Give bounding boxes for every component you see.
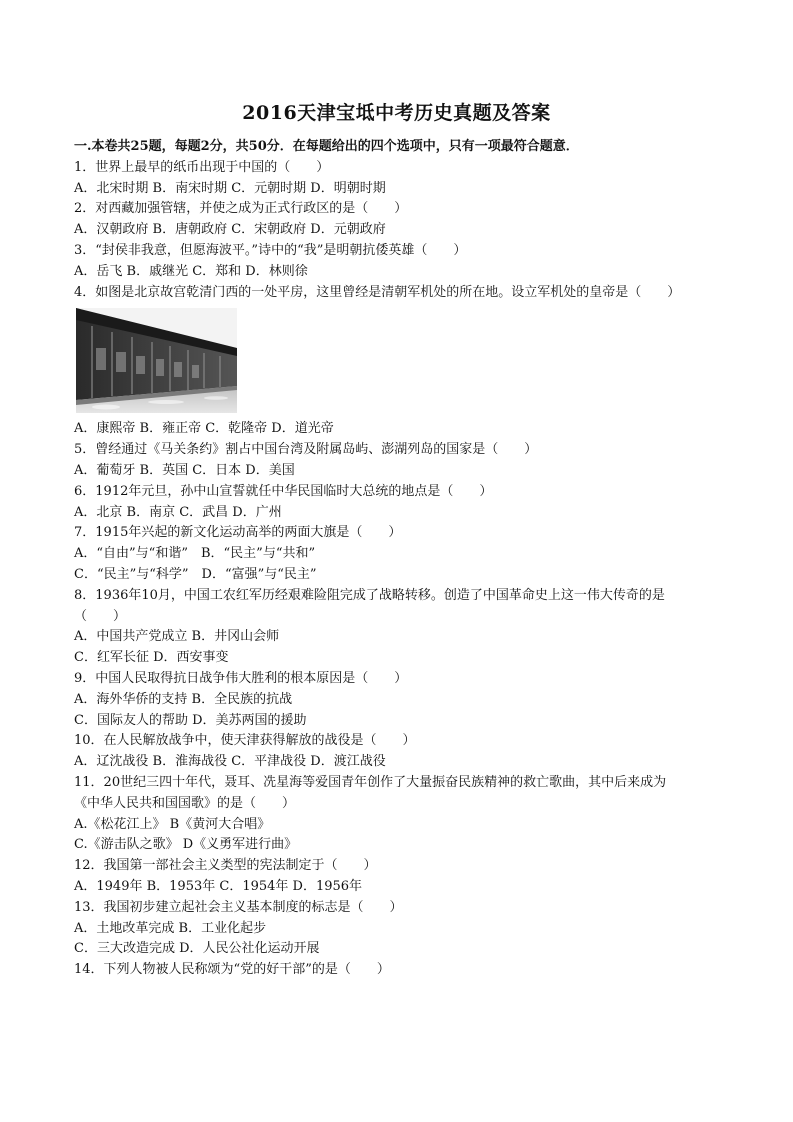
question-line: 5．曾经通过《马关条约》割占中国台湾及附属岛屿、澎湖列岛的国家是（ ） [74,442,538,458]
question-line: 13．我国初步建立起社会主义基本制度的标志是（ ） [74,899,403,915]
question-line: 8．1936年10月，中国工农红军历经艰难险阻完成了战略转移。创造了中国革命史上这一伟大传奇的是 [74,587,665,603]
question-line: 1．世界上最早的纸币出现于中国的（ ） [74,159,330,175]
question-line: A.《松花江上》 B《黄河大合唱》 [74,816,271,832]
question-line: A．辽沈战役 B．淮海战役 C．平津战役 D．渡江战役 [74,754,386,770]
question-line: 6．1912年元旦，孙中山宣誓就任中华民国临时大总统的地点是（ ） [74,483,493,499]
question-line: 3．“封侯非我意，但愿海波平。”诗中的“我”是明朝抗倭英雄（ ） [74,242,467,258]
section-heading: 一.本卷共25题，每题2分，共50分．在每题给出的四个选项中，只有一项最符合题意． [74,139,579,154]
question-line: A．北宋时期 B．南宋时期 C．元朝时期 D．明朝时期 [74,180,386,196]
question-line: C.《游击队之歌》 D《义勇军进行曲》 [74,837,298,853]
question-line: 14．下列人物被人民称颂为“党的好干部”的是（ ） [74,962,390,978]
question-line: 7．1915年兴起的新文化运动高举的两面大旗是（ ） [74,525,402,541]
question-line: C．国际友人的帮助 D．美苏两国的援助 [74,712,307,728]
question-line: A．北京 B．南京 C．武昌 D．广州 [74,504,282,520]
question-line: A．汉朝政府 B．唐朝政府 C．宋朝政府 D．元朝政府 [74,222,386,238]
question-line: A．海外华侨的支持 B．全民族的抗战 [74,691,293,707]
question-line: 9．中国人民取得抗日战争伟大胜利的根本原因是（ ） [74,670,408,686]
question-line: C．红军长征 D．西安事变 [74,650,229,666]
question-line: 2．对西藏加强管辖，并使之成为正式行政区的是（ ） [74,201,408,217]
question-line: 10．在人民解放战争中，使天津获得解放的战役是（ ） [74,733,416,749]
question-line: A．葡萄牙 B．英国 C．日本 D．美国 [74,462,295,478]
question-line: 11．20世纪三四十年代，聂耳、冼星海等爱国青年创作了大量振奋民族精神的救亡歌曲，其中后来成为 [74,774,667,790]
question-line: A．“自由”与“和谐” B．“民主”与“共和” [74,546,316,562]
question-line: A．土地改革完成 B．工业化起步 [74,920,267,936]
question-line: C．三大改造完成 D．人民公社化运动开展 [74,941,320,957]
question-line: A．中国共产党成立 B．井冈山会师 [74,629,280,645]
question-line: A．岳飞 B．戚继光 C．郑和 D．林则徐 [74,263,308,279]
question-line: （ ） [74,608,127,624]
question-list [74,137,724,981]
question-line: 《中华人民共和国国歌》的是（ ） [74,795,296,811]
question-line: 4．如图是北京故宫乾清门西的一处平房，这里曾经是清朝军机处的所在地。设立军机处的皇帝是（ ） [74,284,681,300]
palace-building-photo [76,308,237,413]
question-line: A．康熙帝 B．雍正帝 C．乾隆帝 D．道光帝 [74,421,334,437]
page-title: 2016天津宝坻中考历史真题及答案 [242,102,551,124]
question-line: C．“民主”与“科学” D．“富强”与“民主” [74,566,317,582]
question-line: 12．我国第一部社会主义类型的宪法制定于（ ） [74,858,377,874]
question-line: A．1949年 B．1953年 C．1954年 D．1956年 [74,878,363,894]
